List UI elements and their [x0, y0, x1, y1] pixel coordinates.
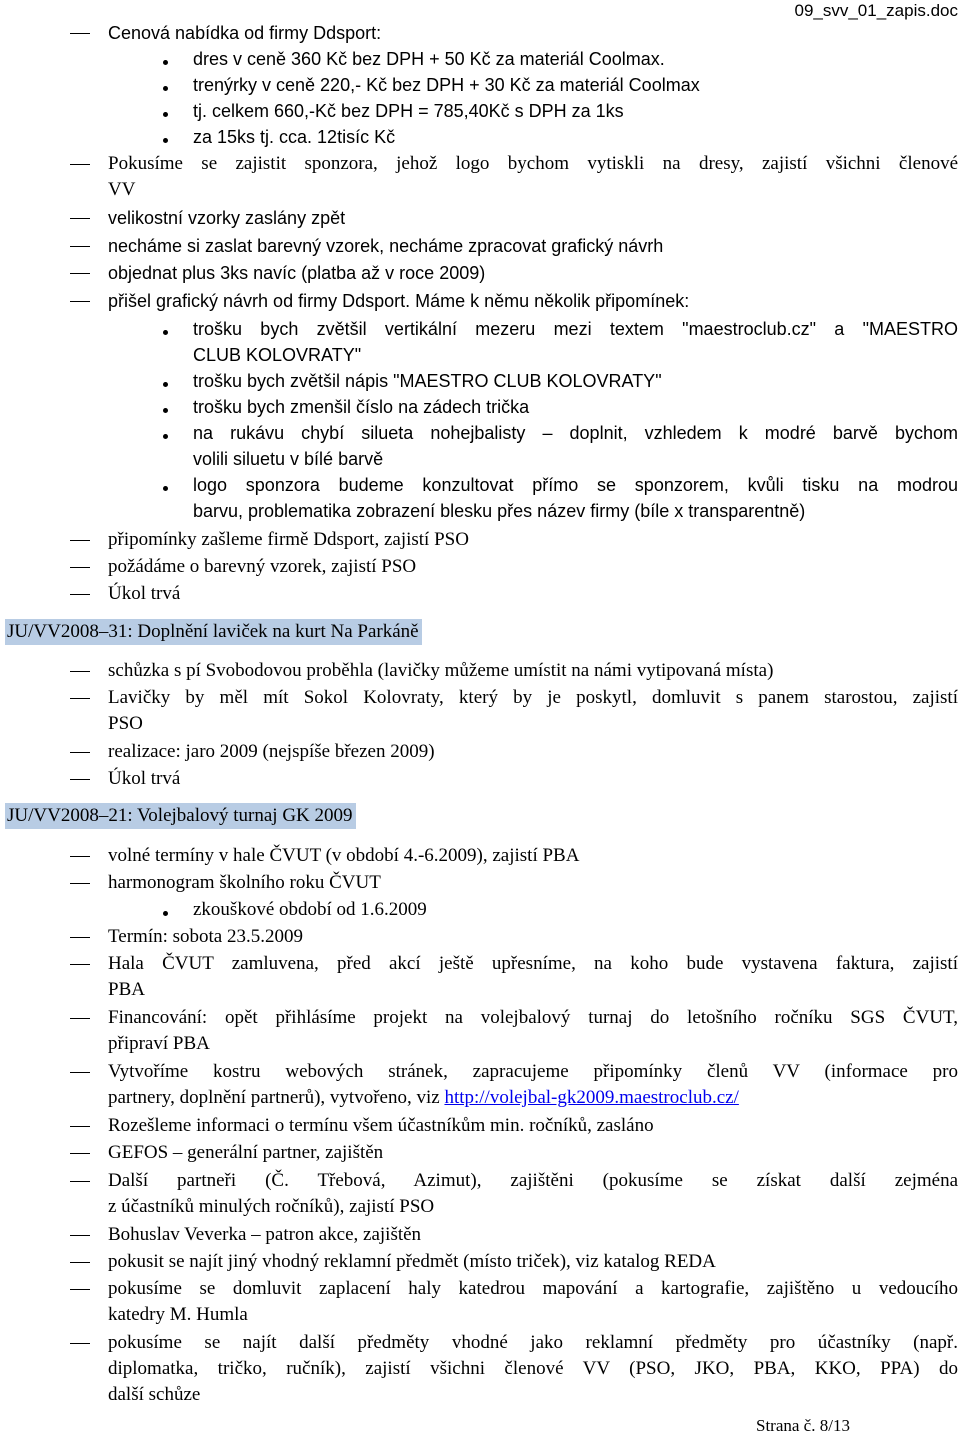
list-item-continued: další schůze: [108, 1384, 201, 1405]
dash-marker: [70, 1343, 90, 1344]
list-item-continued: PSO: [108, 713, 143, 734]
website-link[interactable]: http://volejbal-gk2009.maestroclub.cz/: [444, 1087, 739, 1108]
list-item-continued: diplomatka, tričko, ručník), zajistí všichni členové VV (PSO, JKO, PBA, KKO, PPA) do: [108, 1358, 958, 1379]
list-item: Úkol trvá: [108, 583, 181, 604]
offer-title: Cenová nabídka od firmy Ddsport:: [108, 23, 382, 43]
list-item: volné termíny v hale ČVUT (v období 4.-6.2009), zajistí PBA: [108, 845, 580, 866]
dash-marker: [70, 1072, 90, 1073]
dash-marker: [70, 883, 90, 884]
remark-item: logo sponzora budeme konzultovat přímo se sponzorem, kvůli tisku na modrou: [193, 475, 958, 495]
dash-marker: [70, 1235, 90, 1236]
list-item: Vytvoříme kostru webových stránek, zapracujeme připomínky členů VV (informace pro: [108, 1061, 958, 1082]
dash-marker: [70, 33, 90, 34]
bullet-marker: [163, 486, 168, 491]
bullet-marker: [163, 911, 168, 916]
dash-marker: [70, 273, 90, 274]
list-item: Financování: opět přihlásíme projekt na volejbalový turnaj do letošního ročníku SGS ČVUT,: [108, 1007, 958, 1028]
list-item: realizace: jaro 2009 (nejspíše březen 2009): [108, 741, 435, 762]
dash-marker: [70, 567, 90, 568]
bullet-marker: [163, 86, 168, 91]
list-item-continued: PBA: [108, 979, 145, 1000]
dash-marker: [70, 1018, 90, 1019]
remark-item-continued: volili siluetu v bílé barvě: [193, 449, 384, 469]
dash-marker: [70, 779, 90, 780]
bullet-marker: [163, 112, 168, 117]
bullet-marker: [163, 60, 168, 65]
section-heading: JU/VV2008–31: Doplnění laviček na kurt Na Parkáně: [5, 619, 422, 645]
list-item-continued: připraví PBA: [108, 1033, 210, 1054]
bullet-marker: [163, 382, 168, 387]
list-item: Další partneři (Č. Třebová, Azimut), zajištěni (pokusíme se získat další zejména: [108, 1170, 958, 1191]
list-item: pokusit se najít jiný vhodný reklamní předmět (místo triček), viz katalog REDA: [108, 1251, 716, 1272]
dash-marker: [70, 1289, 90, 1290]
list-item: GEFOS – generální partner, zajištěn: [108, 1142, 384, 1163]
list-item: objednat plus 3ks navíc (platba až v roce 2009): [108, 263, 486, 283]
remark-item-continued: barvu, problematika zobrazení blesku přes název firmy (bíle x transparentně): [193, 501, 806, 521]
offer-item: tj. celkem 660,-Kč bez DPH = 785,40Kč s DPH za 1ks: [193, 101, 624, 121]
list-item: Lavičky by měl mít Sokol Kolovraty, který by je poskytl, domluvit s panem starostou, zajistí: [108, 687, 958, 708]
bullet-marker: [163, 330, 168, 335]
remark-item-continued: CLUB KOLOVRATY": [193, 345, 362, 365]
dash-marker: [70, 698, 90, 699]
dash-marker: [70, 1262, 90, 1263]
list-item: Rozešleme informaci o termínu všem účastníkům min. ročníků, zasláno: [108, 1115, 654, 1136]
dash-marker: [70, 1153, 90, 1154]
dash-marker: [70, 540, 90, 541]
remark-item: na rukávu chybí silueta nohejbalisty – doplnit, vzhledem k modré barvě bychom: [193, 423, 958, 443]
dash-marker: [70, 164, 90, 165]
dash-marker: [70, 856, 90, 857]
dash-marker: [70, 671, 90, 672]
list-item: pokusíme se najít další předměty vhodné jako reklamní předměty pro účastníky (např.: [108, 1332, 958, 1353]
dash-marker: [70, 246, 90, 247]
bullet-marker: [163, 138, 168, 143]
list-item: Pokusíme se zajistit sponzora, jehož logo bychom vytiskli na dresy, zajistí všichni členové: [108, 153, 958, 174]
dash-marker: [70, 752, 90, 753]
bullet-marker: [163, 434, 168, 439]
offer-item: dres v ceně 360 Kč bez DPH + 50 Kč za materiál Coolmax.: [193, 49, 665, 69]
dash-marker: [70, 301, 90, 302]
list-item: připomínky zašleme firmě Ddsport, zajistí PSO: [108, 529, 469, 550]
list-item-continued: VV: [108, 179, 136, 200]
list-item: Bohuslav Veverka – patron akce, zajištěn: [108, 1224, 422, 1245]
remark-item: trošku bych zmenšil číslo na zádech trička: [193, 397, 530, 417]
dash-marker: [70, 964, 90, 965]
list-item: schůzka s pí Svobodovou proběhla (lavičky můžeme umístit na námi vytipovaná místa): [108, 660, 774, 681]
dash-marker: [70, 1126, 90, 1127]
list-item-continued: [108, 1085, 958, 1111]
section-heading: JU/VV2008–21: Volejbalový turnaj GK 2009: [5, 803, 356, 829]
offer-item: za 15ks tj. cca. 12tisíc Kč: [193, 127, 396, 147]
list-item: Úkol trvá: [108, 768, 181, 789]
document-filename: 09_svv_01_zapis.doc: [794, 1, 958, 20]
list-item: Termín: sobota 23.5.2009: [108, 926, 303, 947]
list-item-text: partnery, doplnění partnerů), vytvořeno, viz: [108, 1087, 445, 1108]
remark-item: trošku bych zvětšil nápis "MAESTRO CLUB KOLOVRATY": [193, 371, 662, 391]
dash-marker: [70, 937, 90, 938]
list-item-continued: z účastníků minulých ročníků), zajistí PSO: [108, 1196, 435, 1217]
list-item-continued: katedry M. Humla: [108, 1304, 248, 1325]
offer-item: trenýrky v ceně 220,- Kč bez DPH + 30 Kč za materiál Coolmax: [193, 75, 700, 95]
list-item: necháme si zaslat barevný vzorek, necháme zpracovat grafický návrh: [108, 236, 664, 256]
list-item: Hala ČVUT zamluvena, před akcí ještě upřesníme, na koho bude vystavena faktura, zajistí: [108, 953, 958, 974]
list-item: harmonogram školního roku ČVUT: [108, 872, 381, 893]
remark-item: trošku bych zvětšil vertikální mezeru mezi textem "maestroclub.cz" a "MAESTRO: [193, 319, 958, 339]
list-item: přišel grafický návrh od firmy Ddsport. Máme k němu několik připomínek:: [108, 291, 690, 311]
dash-marker: [70, 218, 90, 219]
dash-marker: [70, 594, 90, 595]
list-item: požádáme o barevný vzorek, zajistí PSO: [108, 556, 417, 577]
sub-item: zkouškové období od 1.6.2009: [193, 899, 427, 920]
list-item: velikostní vzorky zaslány zpět: [108, 208, 346, 228]
bullet-marker: [163, 408, 168, 413]
list-item: pokusíme se domluvit zaplacení haly katedrou mapování a kartografie, zajištěno u vedoucího: [108, 1278, 958, 1299]
dash-marker: [70, 1181, 90, 1182]
page-number: Strana č. 8/13: [756, 1416, 850, 1435]
